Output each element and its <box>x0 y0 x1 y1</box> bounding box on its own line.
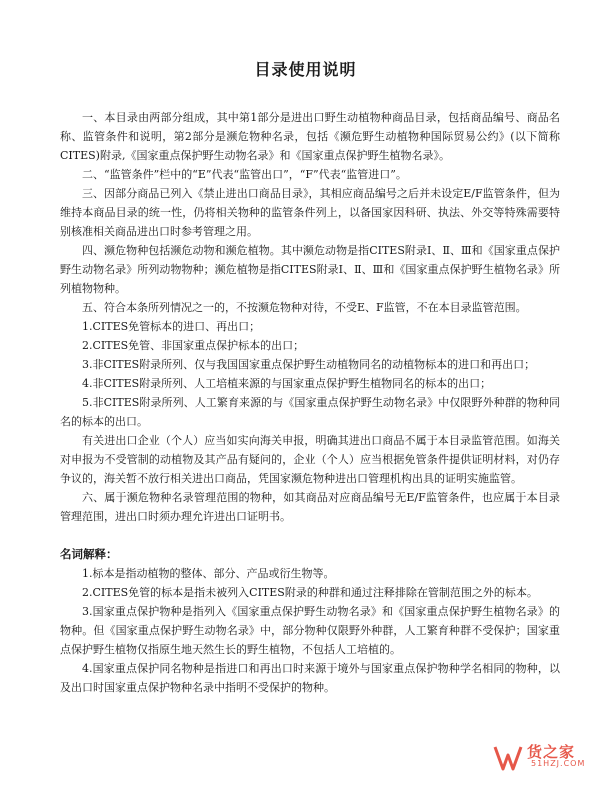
watermark-text: 货之家 <box>527 743 576 761</box>
document-body <box>60 108 560 697</box>
paragraph: 二、“监管条件”栏中的“E”代表“监管出口”，“F”代表“监管进口”。 <box>82 168 407 181</box>
paragraph-list <box>60 108 560 526</box>
glossary-item: 2.CITES免管的标本是指未被列入CITES附录的种群和通过注释排除在管制范围之外的标本。 <box>82 586 538 599</box>
glossary-item: 1.标本是指动植物的整体、部分、产品或衍生物等。 <box>82 567 335 580</box>
glossary-item: 4.国家重点保护同名物种是指进口和再出口时来源于境外与国家重点保护物种学名相同的物种，以及出口时国家重点保护物种名录中指明不受保护的物种。 <box>60 662 560 694</box>
glossary-item: 3.国家重点保护物种是指列入《国家重点保护野生动物名录》和《国家重点保护野生植物名录》的物种。但《国家重点保护野生动物名录》中，部分物种仅限野外种群，人工繁育种群不受保护；国家重点保护野生植物仅指原生地天然生长的野生植物，不包括人工培植的。 <box>60 605 560 656</box>
paragraph: 1.CITES免管标本的进口、再出口； <box>82 320 261 333</box>
logo-icon <box>491 741 525 775</box>
paragraph: 一、本目录由两部分组成，其中第1部分是进出口野生动植物种商品目录，包括商品编号、商品名称、监管条件和说明，第2部分是濒危物种名录，包括《濒危野生动植物种国际贸易公约》(以下简称CITES)附录,《国家重点保护野生动物名录》和《国家重点保护野生植物名录》。 <box>60 111 560 162</box>
paragraph: 六、属于濒危物种名录管理范围的物种，如其商品对应商品编号无E/F监管条件，也应属于本目录管理范围，进出口时须办理允许进出口证明书。 <box>60 491 560 523</box>
paragraph: 4.非CITES附录所列、人工培植来源的与国家重点保护野生植物同名的标本的出口； <box>82 377 492 390</box>
watermark-subtext: 51HZJ.COM <box>531 759 586 768</box>
paragraph: 3.非CITES附录所列、仅与我国国家重点保护野生动植物同名的动植物标本的进口和再出口； <box>82 358 536 371</box>
watermark-logo <box>491 741 601 775</box>
paragraph: 2.CITES免管、非国家重点保护标本的出口； <box>82 339 305 352</box>
paragraph: 三、因部分商品已列入《禁止进出口商品目录》，其相应商品编号之后并未设定E/F监管条件，但为维持本商品目录的统一性，仍将相关物种的监管条件列上，以备国家因科研、执法、外交等特殊需要特别核准相关商品进出口时参考管理之用。 <box>60 187 560 238</box>
section-gap <box>60 526 560 545</box>
paragraph: 5.非CITES附录所列、人工繁育来源的与《国家重点保护野生动物名录》中仅限野外种群的物种同名的标本的出口。 <box>60 396 560 428</box>
glossary-heading: 名词解释： <box>60 547 118 561</box>
paragraph: 五、符合本条所列情况之一的，不按濒危物种对待，不受E、F监管，不在本目录监管范围。 <box>82 301 527 314</box>
paragraph: 有关进出口企业（个人）应当如实向海关申报，明确其进出口商品不属于本目录监管范围。如海关对申报为不受管制的动植物及其产品有疑问的，企业（个人）应当根据免管条件提供证明材料，对仍存争议的，海关暂不放行相关进出口商品，凭国家濒危物种进出口管理机构出具的证明实施监管。 <box>60 434 560 485</box>
document-title: 目录使用说明 <box>254 60 357 79</box>
paragraph: 四、濒危物种包括濒危动物和濒危植物。其中濒危动物是指CITES附录Ⅰ、Ⅱ、Ⅲ和《国家重点保护野生动物名录》所列动物物种；濒危植物是指CITES附录Ⅰ、Ⅱ、Ⅲ和《国家重点保护野生植物名录》所列植物物种。 <box>60 244 560 295</box>
glossary-list <box>60 564 560 697</box>
